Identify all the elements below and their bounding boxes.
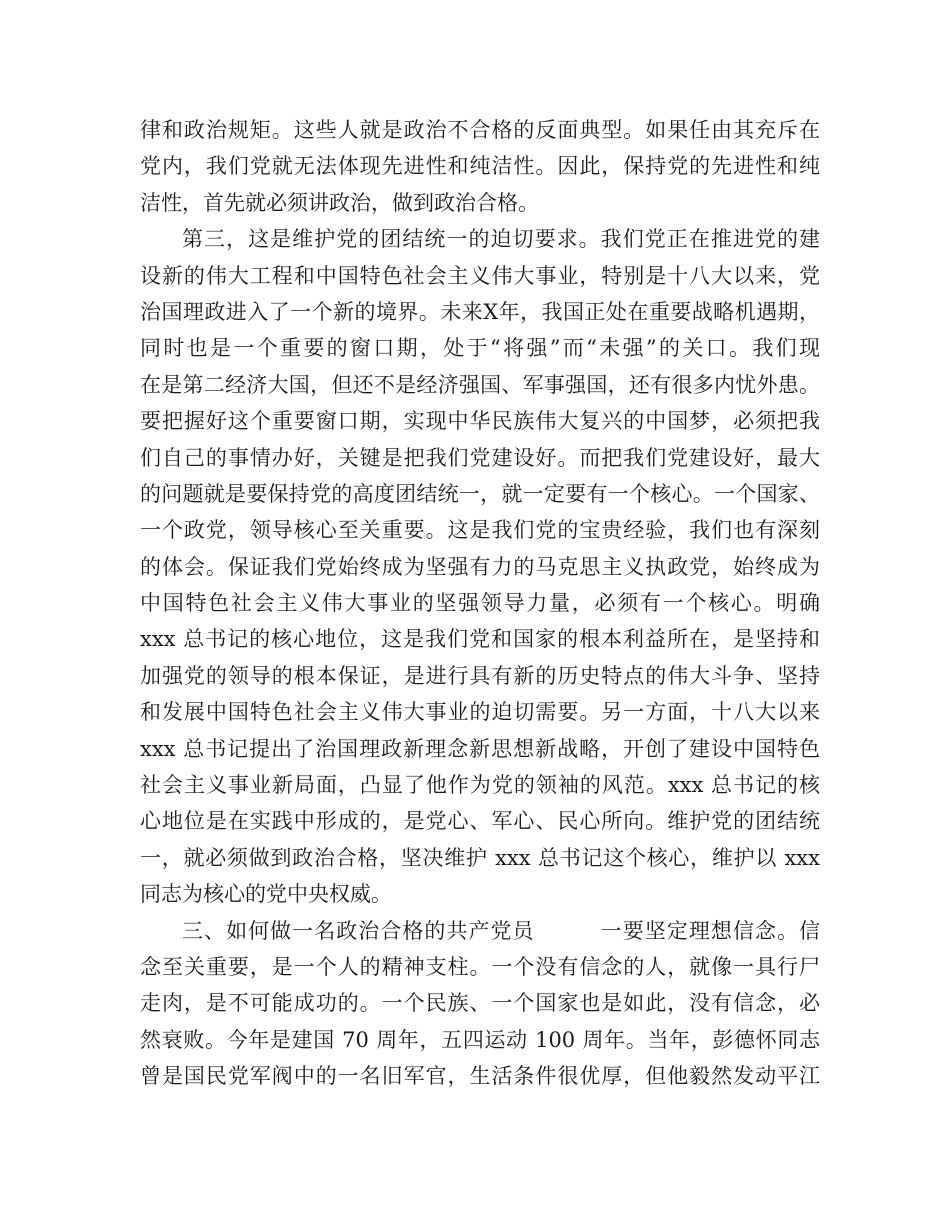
text-line: 曾是国民党军阀中的一名旧军官，生活条件很优厚，但他毅然发动平江	[140, 1064, 820, 1089]
text-line: 然衰败。今年是建国 70 周年，五四运动 100 周年。当年，彭德怀同志	[140, 1027, 820, 1052]
text-line: 的问题就是要保持党的高度团结统一，就一定要有一个核心。一个国家、	[140, 481, 820, 506]
text-line: 们自己的事情办好，关键是把我们党建设好。而把我们党建设好，最大	[140, 445, 820, 470]
text-line: 党内，我们党就无法体现先进性和纯洁性。因此，保持党的先进性和纯	[140, 154, 820, 179]
text-line: 设新的伟大工程和中国特色社会主义伟大事业，特别是十八大以来，党	[140, 263, 820, 288]
section-heading-line: 三、如何做一名政治合格的共产党员 一要坚定理想信念。信	[182, 918, 820, 943]
text-line: 同时也是一个重要的窗口期，处于“将强”而“未强”的关口。我们现	[140, 336, 820, 361]
text-line: 在是第二经济大国，但还不是经济强国、军事强国，还有很多内忧外患。	[140, 372, 820, 397]
text-line: 一，就必须做到政治合格，坚决维护 xxx 总书记这个核心，维护以 xxx	[140, 845, 820, 870]
text-line: 心地位是在实践中形成的，是党心、军心、民心所向。维护党的团结统	[140, 809, 820, 834]
text-line: 洁性，首先就必须讲政治，做到政治合格。	[140, 190, 539, 215]
text-line: 和发展中国特色社会主义伟大事业的迫切需要。另一方面，十八大以来	[140, 700, 820, 725]
text-line: xxx 总书记的核心地位，这是我们党和国家的根本利益所在，是坚持和	[140, 627, 820, 652]
text-line: 中国特色社会主义伟大事业的坚强领导力量，必须有一个核心。明确	[140, 591, 820, 616]
text-line: 律和政治规矩。这些人就是政治不合格的反面典型。如果任由其充斥在	[140, 118, 820, 142]
text-line: 的体会。保证我们党始终成为坚强有力的马克思主义执政党，始终成为	[140, 554, 820, 579]
text-line: 社会主义事业新局面，凸显了他作为党的领袖的风范。xxx 总书记的核	[140, 773, 820, 798]
text-line: 一个政党，领导核心至关重要。这是我们党的宝贵经验，我们也有深刻	[140, 518, 820, 543]
text-line: 要把握好这个重要窗口期，实现中华民族伟大复兴的中国梦，必须把我	[140, 409, 820, 434]
paragraph-start-line: 第三，这是维护党的团结统一的迫切要求。我们党正在推进党的建	[182, 227, 820, 252]
text-line: 同志为核心的党中央权威。	[140, 882, 392, 907]
text-line: 念至关重要，是一个人的精神支柱。一个没有信念的人，就像一具行尸	[140, 954, 820, 979]
body-text	[140, 112, 820, 1095]
text-line: xxx 总书记提出了治国理政新理念新思想新战略，开创了建设中国特色	[140, 736, 820, 761]
text-line: 加强党的领导的根本保证，是进行具有新的历史特点的伟大斗争、坚持	[140, 663, 820, 688]
text-line: 走肉，是不可能成功的。一个民族、一个国家也是如此，没有信念，必	[140, 991, 820, 1016]
text-line: 治国理政进入了一个新的境界。未来X年，我国正处在重要战略机遇期，	[140, 299, 820, 324]
